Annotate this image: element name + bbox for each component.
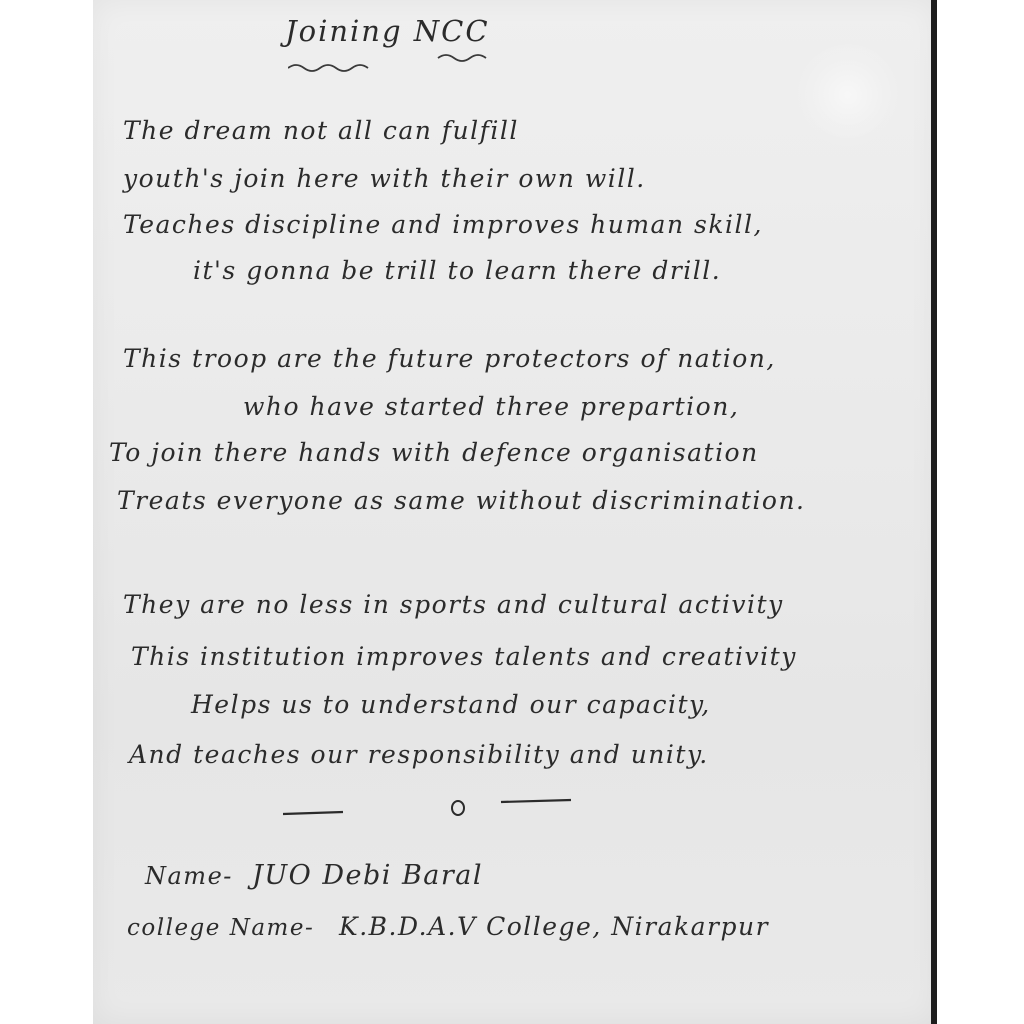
poem-line: The dream not all can fulfill	[123, 116, 519, 145]
poem-line: Helps us to understand our capacity,	[191, 690, 711, 719]
poem-line: And teaches our responsibility and unity.	[129, 740, 709, 769]
name-row	[145, 860, 483, 891]
name-label: Name-	[145, 862, 233, 890]
poem-line: To join there hands with defence organisation	[109, 438, 759, 467]
end-of-poem-separator	[283, 780, 583, 830]
college-label: college Name-	[127, 915, 315, 941]
poem-line: Teaches discipline and improves human skill,	[123, 210, 763, 239]
paper-crease	[793, 40, 903, 150]
poem-line: This institution improves talents and creativity	[131, 642, 797, 671]
poem-title: Joining NCC	[285, 14, 490, 48]
college-row	[127, 912, 769, 941]
poem-line: youth's join here with their own will.	[123, 164, 646, 193]
title-underline-squiggle	[288, 50, 508, 80]
poem-line: Treats everyone as same without discrimination.	[117, 486, 806, 515]
handwritten-page	[93, 0, 935, 1024]
photo-edge-shadow	[931, 0, 937, 1024]
poem-line: who have started three prepartion,	[243, 392, 740, 421]
poem-line: This troop are the future protectors of nation,	[123, 344, 776, 373]
poem-line: They are no less in sports and cultural activity	[123, 590, 784, 619]
college-value: K.B.D.A.V College, Nirakarpur	[339, 912, 770, 941]
poem-line: it's gonna be trill to learn there drill.	[193, 256, 722, 285]
name-value: JUO Debi Baral	[252, 860, 484, 891]
